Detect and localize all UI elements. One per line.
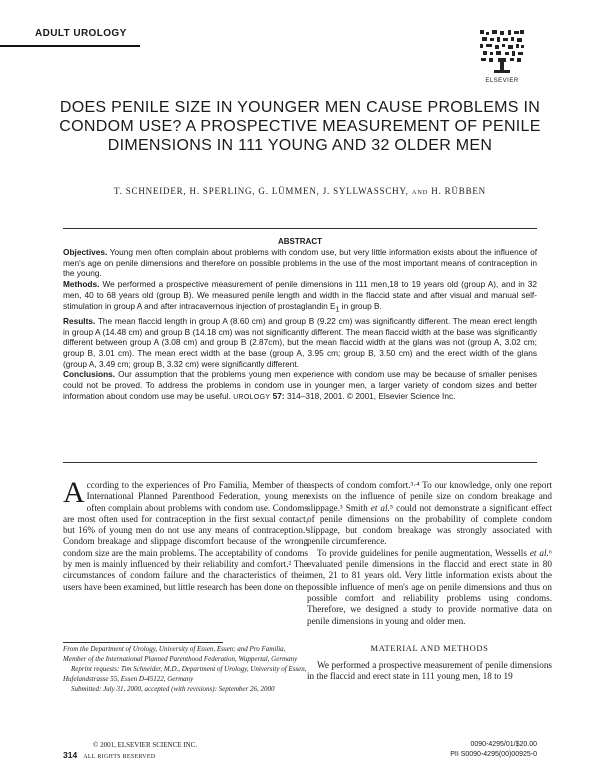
drop-cap: A — [63, 476, 85, 509]
footer-right — [417, 740, 537, 760]
abstract-methods: Methods. We performed a prospective measurement of penile dimensions in 111 men,18 to 19 years old (group A), and in 32 men, 40 to 68 years old (group B). We measured penile length and width in the flaccid state and after visual and manual self-stimulation in group A and after intracavernous injection of prostaglandin $E_1$ in group B. — [63, 279, 537, 314]
elsevier-tree-logo — [478, 28, 526, 76]
footer-rights: ALL RIGHTS RESERVED — [83, 754, 156, 760]
footer-issn: 0090-4295/01/$20.00 — [470, 741, 537, 748]
footnote-reprint: Reprint requests: Tim Schneider, M.D., Department of Urology, University of Essen, Hufelandstrasse 55, Essen D-45122, Germany — [63, 665, 307, 683]
intro-paragraph-cont: aspects of condom comfort.³·⁴ To our knowledge, only one report exists on the influence of penile size on condom breakage and slippage.³ Smith et al.⁵ could not demonstrate a significant effect of penile dimensions on the probability of complete condom slippage, but condom breakage was strongly associated with penile circumference. — [307, 480, 553, 547]
footnote-affiliation: From the Department of Urology, University of Essen, Essen; and Pro Familia, Member of the International Planned Parenthood Federation, Wuppertal, Germany — [63, 645, 298, 663]
methods-heading: MATERIAL AND METHODS — [370, 642, 489, 653]
publisher-logo-text: ELSEVIER — [485, 78, 519, 84]
footnote-submitted: Submitted: July 31, 2000, accepted (with revisions): September 26, 2000 — [71, 685, 275, 693]
methods-paragraph: We performed a prospective measurement of penile dimensions in the flaccid and erect state in 111 young men, 18 to 19 — [307, 660, 552, 682]
footnotes — [63, 645, 308, 696]
author-list: T. SCHNEIDER, H. SPERLING, G. LÜMMEN, J. SYLLWASSCHY, AND H. RÜBBEN — [114, 186, 486, 196]
footer-copyright: © 2001, ELSEVIER SCIENCE INC. — [93, 741, 198, 749]
footer-left — [63, 740, 197, 762]
abstract-top-rule — [63, 228, 537, 229]
article-title: DOES PENILE SIZE IN YOUNGER MEN CAUSE PROBLEMS IN CONDOM USE? A PROSPECTIVE MEASUREMENT OF PENILE DIMENSIONS IN 111 YOUNG AND 32 OLDER MEN — [59, 99, 541, 154]
footnote-rule — [63, 642, 223, 643]
abstract-heading: ABSTRACT — [278, 237, 322, 246]
body-right-column — [307, 480, 552, 683]
footer-pii: PII S0090-4295(00)00925-0 — [450, 751, 537, 758]
section-label-text: ADULT UROLOGY — [35, 28, 127, 39]
abstract-body — [63, 247, 537, 404]
intro-paragraph: According to the experiences of Pro Familia, Member of the International Planned Parenthood Federation, young men often complain about problems with condom use. Condoms are most often used for contraception in the first sexual contact, but 16% of young men do not use any means of contraception.¹ Condom breakage and slippage discomfort because of the wrong condom size are the main problems. The acceptability of condoms by men is mainly influenced by their reliability and comfort.² The circumstances of condom failure and the characteristics of their users have been examined, but little research has been done on the — [63, 476, 308, 592]
abstract-conclusions: Conclusions. Our assumption that the problems young men experience with condom use may be because of smaller penises could not be proved. To address the problems in condom use in younger men, a larger variety of condom sizes and better information about condom use may be useful. UROLOGY 57: 314–318, 2001. © 2001, Elsevier Science Inc. — [63, 369, 537, 401]
abstract-bottom-rule — [63, 462, 537, 463]
page-number: 314 — [63, 750, 78, 760]
abstract-objectives: Objectives. Young men often complain about problems with condom use, but very little information exists about the influence of men's age on penile dimensions and therefore on possible problems in the use of the most important means of contraception in the young. — [63, 247, 537, 279]
intro-paragraph-2: To provide guidelines for penile augmentation, Wessells et al.⁶ evaluated penile dimensions in the flaccid and erect state in 80 men, 21 to 81 years old. Very little information exists about the possible influence of men's age on penile dimensions and thus on possible comfort and reliability problems using condoms. Therefore, we designed a study to provide normative data on penile dimensions in young and older men. — [307, 547, 552, 626]
section-label — [0, 28, 140, 47]
abstract-results: Results. The mean flaccid length in group A (8.60 cm) and group B (9.22 cm) was significantly different. The mean erect length in group A (14.48 cm) and group B (14.18 cm) was not significantly different. The mean flaccid width at the base was significantly different between group A (3.08 cm) and group B (2.87cm), but the mean flaccid width at the glans was not (group A, 3.02 cm; group B, 3.01 cm). The mean erect width at the base (group A, 3.95 cm; group B, 3.50 cm) and the erect width of the glans (group A, 3.49 cm; group B, 3.32 cm) were significantly different. — [63, 315, 537, 369]
body-left-column — [63, 476, 308, 593]
